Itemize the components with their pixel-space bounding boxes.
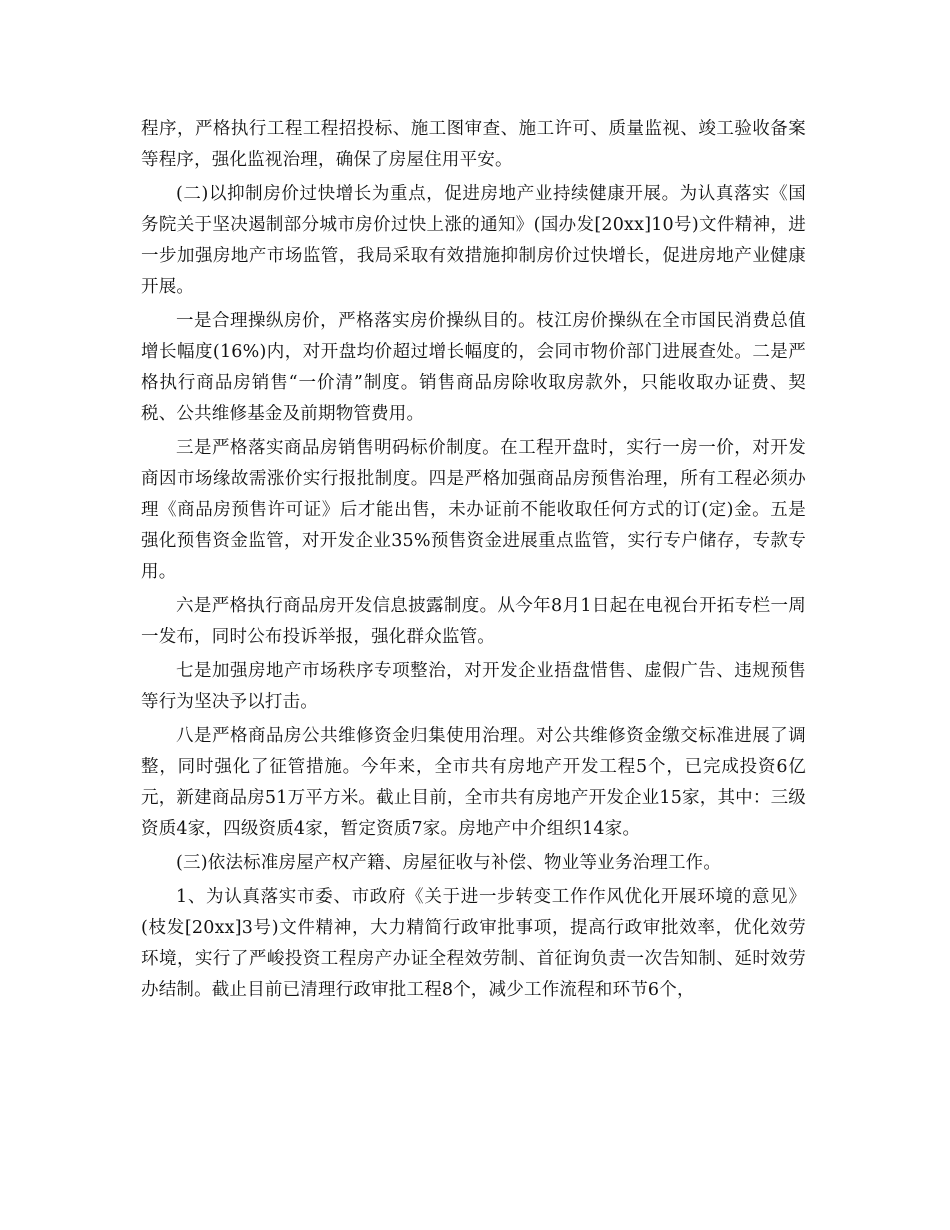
paragraph: 七是加强房地产市场秩序专项整治，对开发企业捂盘惜售、虚假广告、违规预售等行为坚决予以打击。	[141, 661, 806, 712]
paragraph: 1、为认真落实市委、市政府《关于进一步转变工作作风优化开展环境的意见》(枝发[20xx]3号)文件精神，大力精简行政审批事项，提高行政审批效率，优化效劳环境，实行了严峻投资工程房产办证全程效劳制、首征询负责一次告知制、延时效劳办结制。截止目前已清理行政审批工程8个，减少工作流程和环节6个，	[141, 887, 806, 1000]
paragraph: 程序，严格执行工程工程招投标、施工图审查、施工许可、质量监视、竣工验收备案等程序，强化监视治理，确保了房屋住用平安。	[141, 119, 806, 170]
paragraph: (三)依法标准房屋产权产籍、房屋征收与补偿、物业等业务治理工作。	[176, 853, 722, 873]
paragraph: 八是严格商品房公共维修资金归集使用治理。对公共维修资金缴交标准进展了调整，同时强化了征管措施。今年来，全市共有房地产开发工程5个，已完成投资6亿元，新建商品房51万平方米。截止目前，全市共有房地产开发企业15家，其中：三级资质4家，四级资质4家，暂定资质7家。房地产中介组织14家。	[141, 726, 806, 839]
paragraph: 三是严格落实商品房销售明码标价制度。在工程开盘时，实行一房一价，对开发商因市场缘故需涨价实行报批制度。四是严格加强商品房预售治理，所有工程必须办理《商品房预售许可证》后才能出售，未办证前不能收取任何方式的订(定)金。五是强化预售资金监管，对开发企业35%预售资金进展重点监管，实行专户储存，专款专用。	[141, 438, 806, 582]
paragraph: (二)以抑制房价过快增长为重点，促进房地产业持续健康开展。为认真落实《国务院关于坚决遏制部分城市房价过快上涨的通知》(国办发[20xx]10号)文件精神，进一步加强房地产市场监管，我局采取有效措施抑制房价过快增长，促进房地产业健康开展。	[141, 184, 806, 297]
paragraph: 一是合理操纵房价，严格落实房价操纵目的。枝江房价操纵在全市国民消费总值增长幅度(16%)内，对开盘均价超过增长幅度的，会同市物价部门进展查处。二是严格执行商品房销售“一价清”制度。销售商品房除收取房款外，只能收取办证费、契税、公共维修基金及前期物管费用。	[141, 311, 806, 424]
document-body	[141, 114, 806, 1009]
paragraph: 六是严格执行商品房开发信息披露制度。从今年8月1日起在电视台开拓专栏一周一发布，同时公布投诉举报，强化群众监管。	[141, 596, 806, 647]
